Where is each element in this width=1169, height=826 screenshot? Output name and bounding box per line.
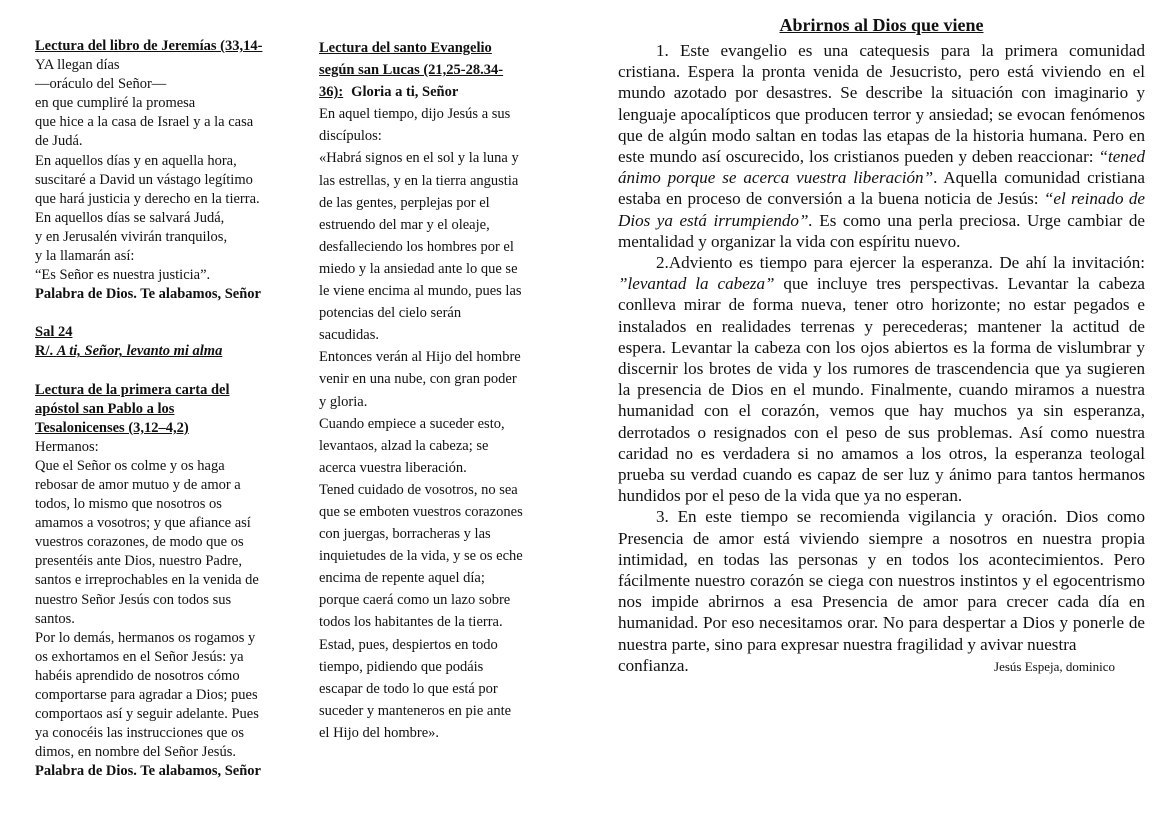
psalm-title: Sal 24 (35, 324, 73, 341)
reading1-line: YA llegan días (35, 57, 120, 74)
gospel-line: levantaos, alzad la cabeza; se (319, 437, 489, 454)
gospel-line: potencias del cielo serán (319, 305, 462, 322)
column-readings-left (35, 37, 300, 781)
reading1-line: de Judá. (35, 133, 83, 150)
reading1-line: que hará justicia y derecho en la tierra. (35, 190, 260, 207)
article-paragraph-1 (618, 40, 1145, 252)
article-title: Abrirnos al Dios que viene (779, 15, 984, 35)
gospel-line: le viene encima al mundo, pues las (319, 283, 522, 300)
gospel-title (319, 37, 553, 103)
reading2-line: santos e irreprochables en la venida de (35, 572, 259, 589)
reading1-line: “Es Señor es nuestra justicia”. (35, 267, 211, 284)
reading2-line: presentéis ante Dios, nuestro Padre, (35, 553, 242, 570)
gospel-line: estruendo del mar y el oleaje, (319, 216, 490, 233)
reading1-line: y en Jerusalén vivirán tranquilos, (35, 228, 228, 245)
article-p1-quote-2: “el reinado de Dios ya está irrumpiendo”. (618, 189, 1145, 230)
reading2-line: Por lo demás, hermanos os rogamos y (35, 629, 256, 646)
gospel-line: miedo y la ansiedad ante lo que se (319, 260, 518, 277)
article-closing-line (618, 655, 1145, 677)
gospel-line: porque caerá como un lazo sobre (319, 592, 511, 609)
reading1-line: En aquellos días y en aquella hora, (35, 152, 237, 169)
article (618, 14, 1145, 677)
reading2-title-line: apóstol san Pablo a los (35, 400, 175, 417)
gospel-line: En aquel tiempo, dijo Jesús a sus (319, 106, 511, 123)
gospel-line: de las gentes, perplejas por el (319, 194, 490, 211)
reading2-title-line: Lectura de la primera carta del (35, 381, 230, 398)
reading2-line: comportaos así y seguir adelante. Pues (35, 706, 259, 723)
reading2-title (35, 381, 300, 438)
gospel-line: venir en una nube, con gran poder (319, 371, 517, 388)
article-p2-text-b: que incluye tres perspectivas. Levantar la cabeza conlleva mirar de forma nueva, tener otro horizonte; no estar pegados e instalados en realidades terrenas y perecederas; mantener la actitud de espera. Levantar la cabeza con los ojos abiertos es la forma de vislumbrar y discernir los brotes de vida y los rumores de trascendencia que ya sugieren la presencia de Dios en el mundo. Finalmente, cuando miramos a nuestra humanidad con el corazón, vemos que hay muchos ya sin esperanza, derrotados o resignados con el peso de sus problemas. Así como nuestra caridad no es verdadera si no amamos a los otros, la esperanza teologal prueba su verdad cuando es capaz de ser luz y ánimo para tantos hermanos hundidos por el peso de la vida que ya no esperan. (618, 274, 1145, 506)
gospel-title-text: según san Lucas (21,25-28.34- (319, 62, 504, 79)
psalm-response-prefix: R/. (35, 343, 54, 360)
gospel-line: tiempo, pidiendo que podáis (319, 658, 484, 675)
reading1-line: en que cumpliré la promesa (35, 95, 196, 112)
reading1-body (35, 56, 300, 285)
gospel-title-text: 36): (319, 84, 344, 101)
reading2-line: todos, lo mismo que nosotros os (35, 496, 222, 513)
gospel-line: Entonces verán al Hijo del hombre (319, 349, 521, 366)
reading2-line: Que el Señor os colme y os haga (35, 457, 225, 474)
gospel-line: Tened cuidado de vosotros, no sea (319, 481, 518, 498)
reading2-line: amamos a vosotros; y que afiance así (35, 515, 251, 532)
article-paragraph-3: 3. En este tiempo se recomienda vigilancia y oración. Dios como Presencia de amor está viviendo siempre a nosotros en nuestra propia intimidad, en todas las personas y en todos los acontecimientos. Pero fácilmente nuestro corazón se ciega con nuestros instintos y el egocentrismo nos impide abrirnos a esa Presencia de amor para crecer cada día en humanidad. Por eso necesitamos orar. No para despertar a Dios y ponerle de nuestra parte, sino para expresar nuestra fragilidad y avivar nuestra (618, 507, 1145, 654)
reading2-line: ya conocéis las instrucciones que os (35, 725, 244, 742)
reading1-title: Lectura del libro de Jeremías (33,14- (35, 38, 263, 54)
article-p1-text-a: 1. Este evangelio es una catequesis para la primera comunidad cristiana. Espera la pronta venida de Jesucristo, pero está viviendo en el mundo azotado por desastres. Se describe la situación con imaginario y lenguaje apocalípticos que producen terror y ansiedad; se evocan fenómenos que de algún modo saltan en todas las etapas de la historia humana. Pero en este mundo así oscurecido, los cristianos pueden y deben reaccionar: (618, 41, 1145, 167)
reading2-line: rebosar de amor mutuo y de amor a (35, 476, 241, 493)
gospel-line: acerca vuestra liberación. (319, 459, 467, 476)
reading2-line: comportarse para agradar a Dios; pues (35, 687, 258, 703)
gospel-line: Cuando empiece a suceder esto, (319, 415, 505, 432)
gospel-title-line (319, 59, 553, 81)
gospel-line: Estad, pues, despiertos en todo (319, 636, 498, 653)
article-p1-text-c: Es como una perla preciosa. Urge cambiar de mentalidad y organizar la vida con espíritu nuevo. (618, 210, 1146, 251)
column-gospel (319, 37, 553, 744)
psalm-response (35, 342, 300, 361)
article-p1-quote-1: “tened ánimo porque se acerca vuestra liberación” (618, 147, 1145, 188)
gospel-acclamation: Gloria a ti, Señor (351, 84, 459, 101)
article-paragraph-2 (618, 252, 1145, 506)
gospel-line: todos los habitantes de la tierra. (319, 614, 503, 631)
gospel-line: desfalleciendo los hombres por el (319, 238, 514, 255)
author-signature: Jesús Espeja, dominico (994, 658, 1115, 674)
reading1-closing: Palabra de Dios. Te alabamos, Señor (35, 286, 261, 303)
gospel-line: escapar de todo lo que está por (319, 680, 498, 697)
reading1-line: En aquellos días se salvará Judá, (35, 209, 225, 226)
gospel-title-text: Lectura del santo Evangelio (319, 40, 492, 56)
gospel-title-line (319, 37, 553, 59)
reading2-line: habéis aprendido de nosotros cómo (35, 667, 240, 684)
article-p3-last: confianza. (618, 655, 689, 675)
reading2-line: santos. (35, 610, 75, 627)
gospel-line: sacudidas. (319, 327, 379, 344)
reading2-line: os exhortamos en el Señor Jesús: ya (35, 648, 244, 665)
gospel-line: y gloria. (319, 393, 368, 410)
reading2-line: dimos, en nombre del Señor Jesús. (35, 744, 236, 761)
gospel-line: encima de repente aquel día; (319, 570, 485, 587)
psalm-response-text: A ti, Señor, levanto mi alma (56, 343, 223, 360)
reading2-line: nuestro Señor Jesús con todos sus (35, 591, 232, 608)
article-p1-text-b: . Aquella comunidad cristiana estaba en proceso de conversión a la buena noticia de Jesús: (618, 168, 1145, 209)
gospel-body (319, 103, 553, 744)
reading1-line: suscitaré a David un vástago legítimo (35, 171, 253, 188)
gospel-line: con juergas, borracheras y las (319, 526, 491, 543)
reading1-line: que hice a la casa de Israel y a la casa (35, 114, 254, 131)
gospel-line: discípulos: (319, 128, 382, 145)
reading2-body (35, 438, 300, 763)
gospel-line: «Habrá signos en el sol y la luna y (319, 150, 519, 167)
gospel-line: suceder y manteneros en pie ante (319, 702, 512, 719)
gospel-title-line (319, 81, 553, 103)
reading1-line: —oráculo del Señor— (35, 76, 167, 93)
reading2-title-line: Tesalonicenses (3,12–4,2) (35, 419, 189, 436)
article-p2-text-a: 2.Adviento es tiempo para ejercer la esperanza. De ahí la invitación: (656, 253, 1145, 273)
article-p2-quote: ”levantad la cabeza” (618, 274, 775, 294)
reading2-closing: Palabra de Dios. Te alabamos, Señor (35, 763, 261, 780)
gospel-line: inquietudes de la vida, y se os eche (319, 548, 523, 565)
reading1-line: y la llamarán así: (35, 248, 135, 265)
gospel-line: el Hijo del hombre». (319, 724, 440, 741)
reading2-line: Hermanos: (35, 438, 99, 455)
reading2-line: vuestros corazones, de modo que os (35, 534, 244, 551)
gospel-line: que se emboten vuestros corazones (319, 503, 523, 520)
gospel-line: las estrellas, y en la tierra angustia (319, 172, 519, 189)
